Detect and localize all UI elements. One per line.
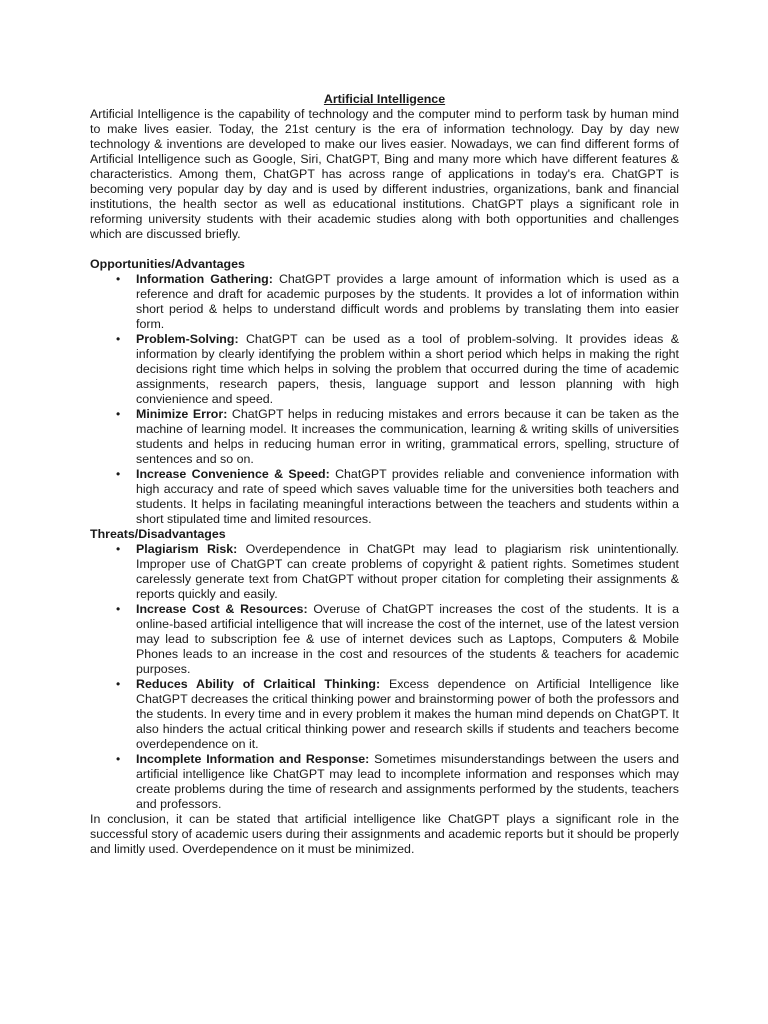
item-term: Plagiarism Risk: [136, 542, 238, 556]
bullet-icon: • [116, 752, 121, 766]
item-term: Incomplete Information and Response: [136, 752, 370, 766]
opportunities-list [90, 272, 679, 527]
spacer [90, 242, 679, 257]
item-term: Reduces Ability of Crlaitical Thinking: [136, 677, 381, 691]
bullet-icon: • [116, 332, 121, 346]
threats-list [90, 542, 679, 812]
item-text: Sometimes misunderstandings between the users and artificial intelligence like ChatGPT may lead to incomplete information and responses which may create problems during the time of research and assignments performed by the students, teachers and professors. [136, 752, 679, 811]
item-term: Increase Cost & Resources: [136, 602, 308, 616]
threats-heading: Threats/Disadvantages [90, 527, 226, 541]
bullet-icon: • [116, 272, 121, 286]
list-item [90, 467, 679, 527]
item-term: Information Gathering: [136, 272, 273, 286]
list-item [90, 542, 679, 602]
list-item [90, 677, 679, 752]
document-title: Artificial Intelligence [323, 92, 446, 106]
opportunities-heading: Opportunities/Advantages [90, 257, 245, 271]
list-item [90, 272, 679, 332]
item-text: Excess dependence on Artificial Intelligence like ChatGPT decreases the critical thinking power and brainstorming power of both the professors and the students. In every time and in every problem it makes the human mind depends on ChatGPT. It also hinders the actual critical thinking power and research skills if students and teachers become overdependence on it. [136, 677, 679, 751]
item-text: Overuse of ChatGPT increases the cost of the students. It is a online-based artificial intelligence that will increase the cost of the internet, use of the latest version may lead to subscription fee & use of internet devices such as Laptops, Computers & Mobile Phones leads to an increase in the cost and resources of the students & teachers for academic purposes. [136, 602, 679, 676]
item-term: Minimize Error: [136, 407, 228, 421]
list-item [90, 752, 679, 812]
bullet-icon: • [116, 677, 121, 691]
bullet-icon: • [116, 467, 121, 481]
item-text: ChatGPT can be used as a tool of problem-solving. It provides ideas & information by clearly identifying the problem within a short period which helps in making the right decisions right time which helps in solving the problem that occurred during the time of academic assignments, research papers, thesis, language support and lesson planning with high convienience and speed. [136, 332, 679, 406]
bullet-icon: • [116, 602, 121, 616]
item-term: Problem-Solving: [136, 332, 239, 346]
item-text: ChatGPT provides reliable and convenience information with high accuracy and rate of speed which saves valuable time for the universities both teachers and students. It helps in facilating meaningful interactions between the teachers and students within a short stipulated time and limited resources. [136, 467, 679, 526]
bullet-icon: • [116, 542, 121, 556]
bullet-icon: • [116, 407, 121, 421]
list-item [90, 332, 679, 407]
document-page [90, 92, 679, 857]
item-term: Increase Convenience & Speed: [136, 467, 330, 481]
item-text: Overdependence in ChatGPt may lead to plagiarism risk unintentionally. Improper use of ChatGPT can create problems of copyright & patient rights. Sometimes student carelessly generate text from ChatGPT without proper citation for completing their assignments & reports quickly and easily. [136, 542, 679, 601]
conclusion-paragraph: In conclusion, it can be stated that artificial intelligence like ChatGPT plays a significant role in the successful story of academic users during their assignments and academic reports but it should be properly and limitly used. Overdependence on it must be minimized. [90, 812, 679, 856]
list-item [90, 407, 679, 467]
list-item [90, 602, 679, 677]
item-text: ChatGPT provides a large amount of information which is used as a reference and draft for academic purposes by the students. It provides a lot of information within short period & helps to understand difficult words and problems by translating them into easier form. [136, 272, 679, 331]
intro-paragraph: Artificial Intelligence is the capability of technology and the computer mind to perform task by human mind to make lives easier. Today, the 21st century is the era of information technology. Day by day new technology & inventions are developed to make our lives easier. Nowadays, we can find different forms of Artificial Intelligence such as Google, Siri, ChatGPT, Bing and many more which have different features & characteristics. Among them, ChatGPT has across range of applications in today's era. ChatGPT is becoming very popular day by day and is used by different industries, organizations, bank and financial institutions, the health sector as well as educational institutions. ChatGPT plays a significant role in reforming university students with their academic studies along with both opportunities and challenges which are discussed briefly. [90, 107, 679, 241]
item-text: ChatGPT helps in reducing mistakes and errors because it can be taken as the machine of learning model. It increases the communication, learning & writing skills of universities students and helps in reducing human error in writing, grammatical errors, spelling, structure of sentences and so on. [136, 407, 679, 466]
